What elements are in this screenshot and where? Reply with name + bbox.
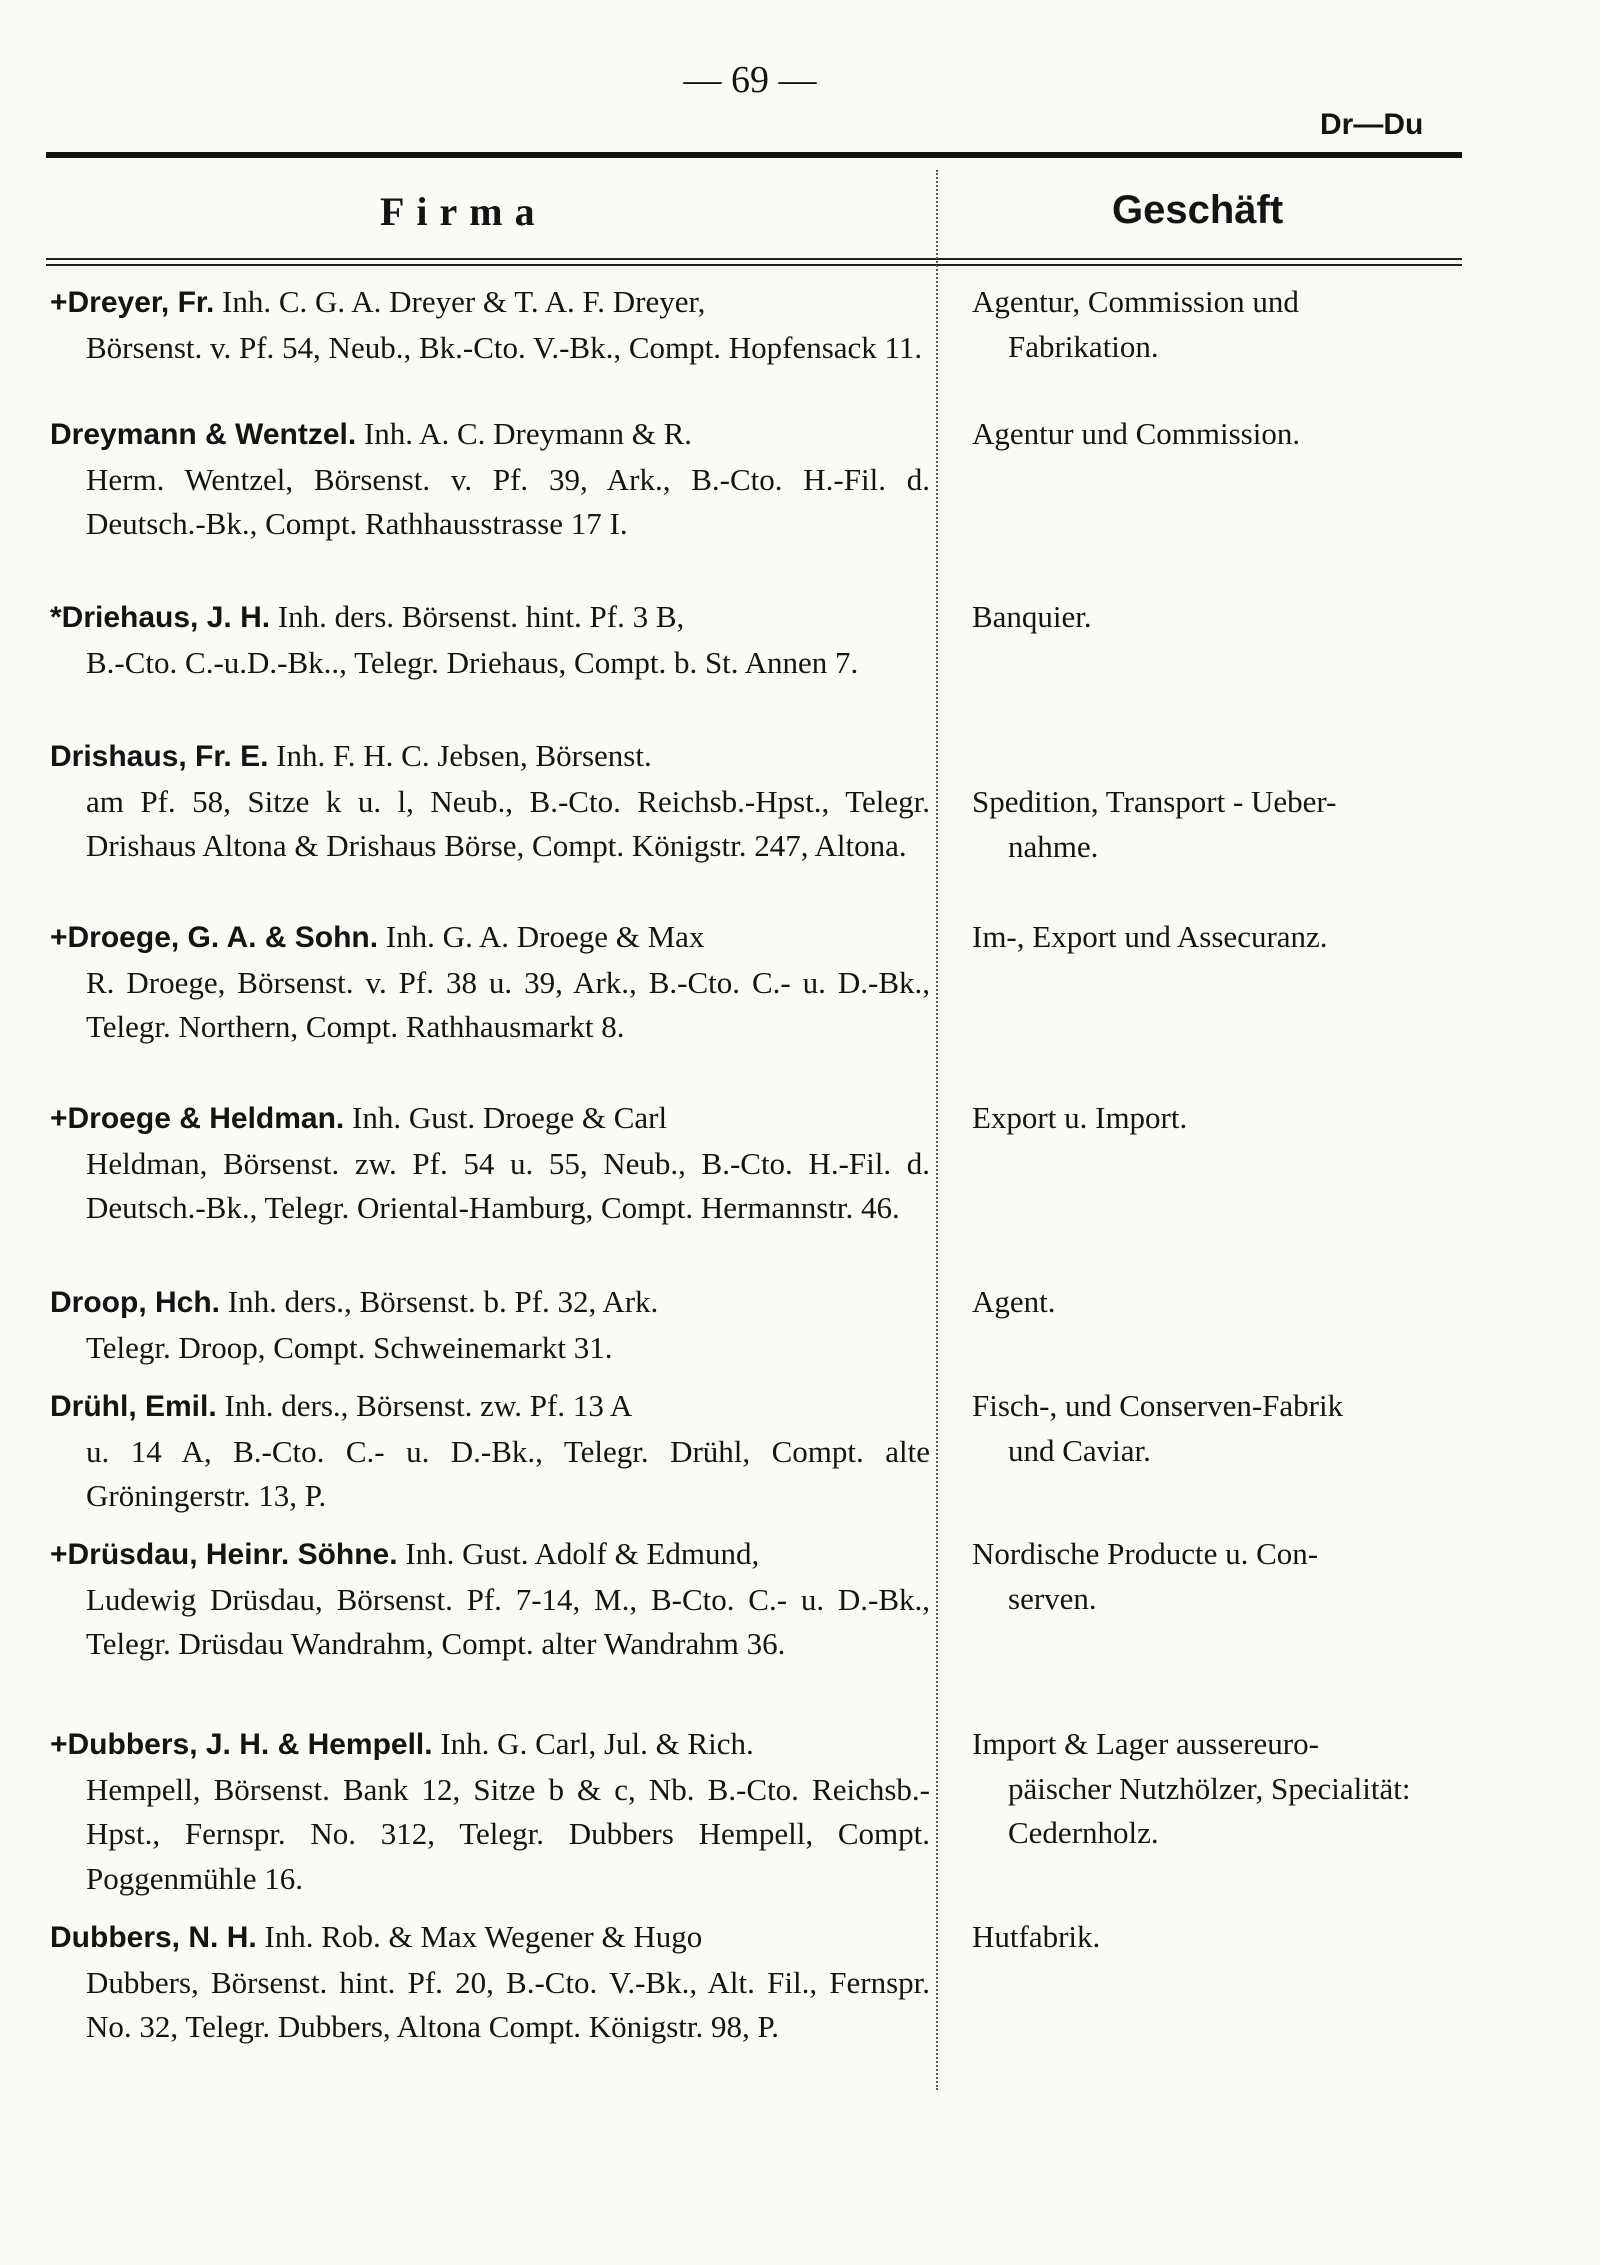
firm-owner: Inh. Gust. Droege & Carl	[352, 1100, 668, 1135]
header-rule	[46, 258, 1462, 260]
column-heading-geschaeft: Geschäft	[1112, 188, 1284, 232]
page-number: — 69 —	[683, 59, 817, 101]
firm-name: Drishaus, Fr. E.	[50, 740, 269, 773]
firm-name: Dubbers, N. H.	[50, 1921, 257, 1954]
firm-details: Ludewig Drüsdau, Börsenst. Pf. 7-14, M., B-Cto. C.- u. D.-Bk., Telegr. Drüsdau Wandrahm, Compt. alter Wandrahm 36.	[86, 1581, 930, 1661]
entry-business	[972, 1915, 1532, 1960]
firm-owner: Inh. G. A. Droege & Max	[385, 919, 705, 954]
firm-details: u. 14 A, B.-Cto. C.- u. D.-Bk., Telegr. Drühl, Compt. alte Gröningerstr. 13, P.	[86, 1433, 930, 1513]
entry-business	[972, 915, 1532, 960]
business-line-cont: Fabrikation.	[1008, 328, 1159, 364]
business-line-cont: serven.	[1008, 1580, 1097, 1616]
firm-owner: Inh. Gust. Adolf & Edmund,	[405, 1536, 760, 1571]
firm-owner: Inh. C. G. A. Dreyer & T. A. F. Dreyer,	[222, 284, 706, 319]
entry-business	[972, 412, 1532, 457]
column-heading-firma: Firma	[380, 189, 547, 234]
firm-name: +Droege & Heldman.	[50, 1102, 345, 1135]
firm-name: Dreymann & Wentzel.	[50, 418, 357, 451]
entry-firm-text	[50, 1915, 930, 2050]
firm-details: R. Droege, Börsenst. v. Pf. 38 u. 39, Ark., B.-Cto. C.- u. D.-Bk., Telegr. Northern, Compt. Rathhausmarkt 8.	[86, 964, 930, 1044]
entry-firm-text	[50, 1532, 930, 1667]
firm-name: *Driehaus, J. H.	[50, 601, 271, 634]
entry-business	[972, 780, 1532, 869]
business-line: Nordische Producte u. Con-	[972, 1536, 1319, 1571]
firm-owner: Inh. ders. Börsenst. hint. Pf. 3 B,	[277, 599, 685, 634]
business-line-cont: päischer Nutzhölzer, Specialität: Cedernholz.	[1008, 1770, 1411, 1850]
business-line-cont: und Caviar.	[1008, 1432, 1151, 1468]
firm-owner: Inh. Rob. & Max Wegener & Hugo	[264, 1919, 703, 1954]
entry-firm-text	[50, 734, 930, 869]
firm-details: am Pf. 58, Sitze k u. l, Neub., B.-Cto. Reichsb.-Hpst., Telegr. Drishaus Altona & Drishaus Börse, Compt. Königstr. 247, Altona.	[86, 783, 930, 863]
business-line: Agent.	[972, 1284, 1056, 1319]
business-line: Import & Lager aussereuro-	[972, 1726, 1319, 1761]
running-head: Dr—Du	[1320, 108, 1424, 141]
entry-firm-text	[50, 915, 930, 1050]
firm-name: Droop, Hch.	[50, 1286, 220, 1319]
firm-owner: Inh. G. Carl, Jul. & Rich.	[440, 1726, 754, 1761]
firm-owner: Inh. F. H. C. Jebsen, Börsenst.	[276, 738, 652, 773]
firm-owner: Inh. A. C. Dreymann & R.	[363, 416, 692, 451]
business-line: Spedition, Transport - Ueber-	[972, 784, 1337, 819]
entry-firm-text	[50, 595, 930, 685]
entry-firm-text	[50, 1722, 930, 1901]
business-line: Banquier.	[972, 599, 1092, 634]
entry-business	[972, 280, 1532, 369]
firm-owner: Inh. ders., Börsenst. zw. Pf. 13 A	[224, 1388, 633, 1423]
entry-business	[972, 1722, 1532, 1856]
firm-name: Drühl, Emil.	[50, 1390, 217, 1423]
entry-firm-text	[50, 1096, 930, 1231]
entry-business	[972, 595, 1532, 640]
firm-details: Dubbers, Börsenst. hint. Pf. 20, B.-Cto. V.-Bk., Alt. Fil., Fernspr. No. 32, Telegr. Dubbers, Altona Compt. Königstr. 98, P.	[86, 1964, 930, 2044]
entry-business	[972, 1280, 1532, 1325]
column-divider	[936, 170, 938, 2090]
entry-firm-text	[50, 1384, 930, 1519]
firm-details: Herm. Wentzel, Börsenst. v. Pf. 39, Ark., B.-Cto. H.-Fil. d. Deutsch.-Bk., Compt. Rathhausstrasse 17 I.	[86, 461, 930, 541]
business-line: Hutfabrik.	[972, 1919, 1101, 1954]
entry-firm-text	[50, 280, 930, 370]
firm-details: Hempell, Börsenst. Bank 12, Sitze b & c, Nb. B.-Cto. Reichsb.-Hpst., Fernspr. No. 312, Telegr. Dubbers Hempell, Compt. Poggenmühle 16.	[86, 1771, 930, 1896]
entry-firm-text	[50, 412, 930, 547]
business-line: Agentur und Commission.	[972, 416, 1301, 451]
entry-business	[972, 1096, 1532, 1141]
business-line: Fisch-, und Conserven-Fabrik	[972, 1388, 1344, 1423]
business-line: Export u. Import.	[972, 1100, 1188, 1135]
firm-details: Heldman, Börsenst. zw. Pf. 54 u. 55, Neub., B.-Cto. H.-Fil. d. Deutsch.-Bk., Telegr. Oriental-Hamburg, Compt. Hermannstr. 46.	[86, 1145, 930, 1225]
firm-name: +Dreyer, Fr.	[50, 286, 215, 319]
entry-business	[972, 1532, 1532, 1621]
firm-details: B.-Cto. C.-u.D.-Bk.., Telegr. Driehaus, Compt. b. St. Annen 7.	[86, 644, 859, 680]
firm-details: Telegr. Droop, Compt. Schweinemarkt 31.	[86, 1329, 613, 1365]
business-line-cont: nahme.	[1008, 828, 1099, 864]
firm-name: +Dubbers, J. H. & Hempell.	[50, 1728, 433, 1761]
header-rule-double	[46, 264, 1462, 266]
entry-business	[972, 1384, 1532, 1473]
entry-firm-text	[50, 1280, 930, 1370]
firm-details: Börsenst. v. Pf. 54, Neub., Bk.-Cto. V.-Bk., Compt. Hopfensack 11.	[86, 329, 923, 365]
firm-owner: Inh. ders., Börsenst. b. Pf. 32, Ark.	[227, 1284, 659, 1319]
firm-name: +Drüsdau, Heinr. Söhne.	[50, 1538, 398, 1571]
business-line: Im-, Export und Assecuranz.	[972, 919, 1328, 954]
business-line: Agentur, Commission und	[972, 284, 1299, 319]
firm-name: +Droege, G. A. & Sohn.	[50, 921, 379, 954]
top-rule	[46, 152, 1462, 158]
